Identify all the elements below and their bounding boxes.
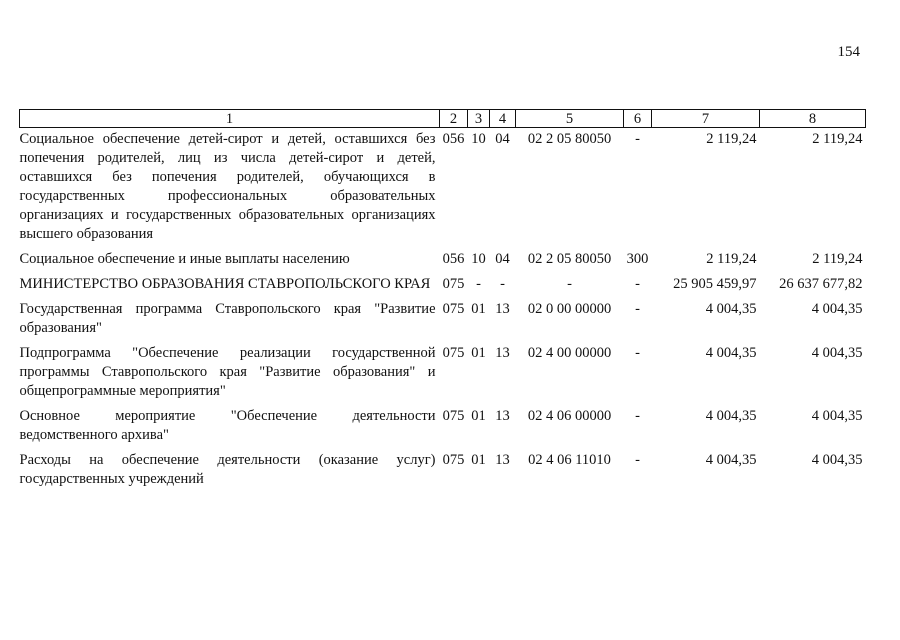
ministry-code: 075 [442,345,465,361]
ministry-code: 075 [442,408,465,424]
table-header-row [20,110,866,128]
table-row [20,269,866,294]
subsection-code: 04 [495,251,510,267]
column-header: 4 [490,110,516,128]
ministry-code: 075 [442,452,465,468]
column-header: 7 [652,110,760,128]
expense-type-code: - [635,301,640,317]
amount-year-1: 4 004,35 [705,408,757,424]
subsection-code: 13 [495,408,510,424]
amount-year-1: 4 004,35 [705,301,757,317]
ministry-code: 075 [442,276,465,292]
budget-table [19,109,866,489]
target-code: 02 4 06 11010 [528,452,611,468]
amount-year-1: 4 004,35 [705,345,757,361]
column-header: 5 [516,110,624,128]
row-description: Подпрограмма "Обеспечение реализации государственной программы Ставропольского края "Развитие образования" и общепрограммные мероприятия" [19,345,436,399]
section-code: 10 [471,251,486,267]
column-header: 2 [440,110,468,128]
amount-year-2: 2 119,24 [812,251,863,267]
target-code: 02 4 06 00000 [527,408,612,424]
ministry-code: 056 [442,131,465,147]
table-row [20,338,866,401]
target-code: 02 2 05 80050 [527,131,612,147]
page-number: 154 [837,44,860,60]
expense-type-code: 300 [626,251,649,267]
column-header: 6 [624,110,652,128]
subsection-code: 13 [495,301,510,317]
row-description: Социальное обеспечение и иные выплаты населению [19,251,350,267]
table-row [20,401,866,445]
expense-type-code: - [635,276,640,292]
row-description: Государственная программа Ставропольского края "Развитие образования" [19,301,436,336]
section-code: 01 [471,301,486,317]
amount-year-2: 4 004,35 [811,452,863,468]
column-header: 3 [468,110,490,128]
subsection-code: 13 [495,452,510,468]
amount-year-1: 25 905 459,97 [673,276,757,292]
expense-type-code: - [635,408,640,424]
amount-year-2: 4 004,35 [811,301,863,317]
section-code: 10 [471,131,486,147]
row-description: Основное мероприятие "Обеспечение деятельности ведомственного архива" [19,408,436,443]
target-code: 02 0 00 00000 [527,301,612,317]
amount-year-2: 2 119,24 [812,131,863,147]
section-code: 01 [471,408,486,424]
table-row [20,294,866,338]
row-description: Социальное обеспечение детей-сирот и детей, оставшихся без попечения родителей, лиц из числа детей-сирот и детей, оставшихся без попечения родителей, обучающихся в государственных профессиональных образовательных организациях и государственных образовательных организациях высшего образования [19,131,436,242]
section-code: - [476,276,481,292]
expense-type-code: - [635,345,640,361]
amount-year-2: 4 004,35 [811,408,863,424]
expense-type-code: - [635,452,640,468]
amount-year-2: 4 004,35 [811,345,863,361]
subsection-code: 13 [495,345,510,361]
row-description: МИНИСТЕРСТВО ОБРАЗОВАНИЯ СТАВРОПОЛЬСКОГО КРАЯ [19,276,431,292]
subsection-code: 04 [495,131,510,147]
target-code: 02 4 00 00000 [527,345,612,361]
amount-year-1: 4 004,35 [705,452,757,468]
table-row [20,128,866,245]
subsection-code: - [500,276,505,292]
expense-type-code: - [635,131,640,147]
row-description: Расходы на обеспечение деятельности (оказание услуг) государственных учреждений [19,452,436,487]
section-code: 01 [471,452,486,468]
ministry-code: 056 [442,251,465,267]
column-header: 8 [760,110,866,128]
table-row [20,445,866,489]
table-row [20,244,866,269]
section-code: 01 [471,345,486,361]
ministry-code: 075 [442,301,465,317]
column-header: 1 [20,110,440,128]
amount-year-1: 2 119,24 [706,131,757,147]
target-code: 02 2 05 80050 [527,251,612,267]
target-code: - [567,276,572,292]
amount-year-1: 2 119,24 [706,251,757,267]
amount-year-2: 26 637 677,82 [779,276,863,292]
